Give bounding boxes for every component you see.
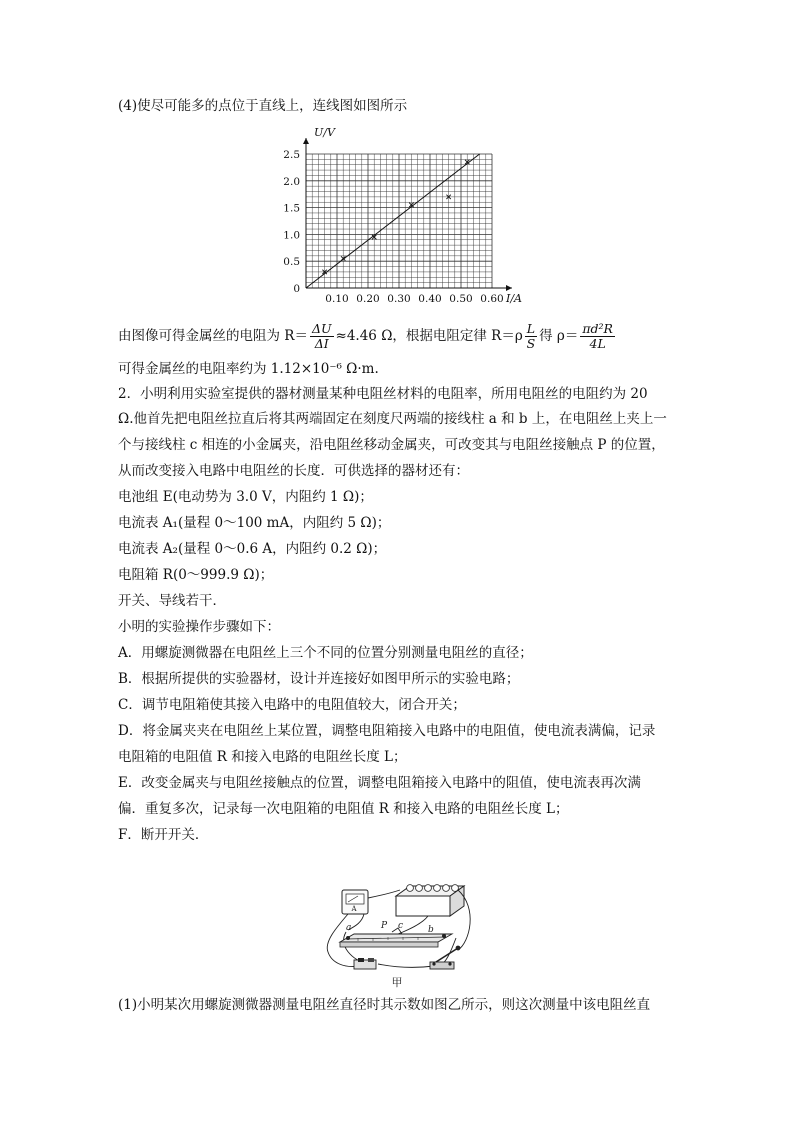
u-i-chart (270, 118, 520, 310)
figure-caption: 甲 (391, 976, 403, 989)
x-axis-label: I/A (506, 292, 522, 305)
resistivity-line: 可得金属丝的电阻率约为 1.12×10⁻⁶ Ω·m. (118, 361, 379, 377)
p2-line-2: 个与接线柱 c 相连的小金属夹，沿电阻丝移动金属夹，可改变其与电阻丝接触点 P 的位置， (118, 437, 665, 453)
p2-line-16: 偏．重复多次，记录每一次电阻箱的电阻值 R 和接入电路的电阻丝长度 L； (118, 801, 569, 817)
resistance-box (396, 885, 464, 916)
y-tick-label: 1.5 (283, 202, 300, 215)
label-b: b (428, 925, 434, 935)
switch (430, 946, 460, 969)
resistance-line (118, 322, 617, 351)
y-tick-label: 2.0 (283, 175, 300, 188)
rho-den: 4L (589, 336, 606, 351)
x-tick-label: 0.50 (449, 293, 473, 305)
law-num: L (526, 321, 536, 336)
p2-line-15: E．改变金属夹与电阻丝接触点的位置，调整电阻箱接入电路中的阻值，使电流表再次满 (118, 775, 641, 791)
ammeter-label: A (351, 905, 357, 913)
p2-line-17: F．断开开关． (118, 827, 209, 843)
question-1: (1)小明某次用螺旋测微器测量电阻丝直径时其示数如图乙所示，则这次测量中该电阻丝直 (118, 997, 651, 1013)
meter-rule (340, 928, 452, 947)
p2-line-5: 电流表 A₁(量程 0～100 mA，内阻约 5 Ω)； (118, 515, 391, 531)
chart-grid (306, 154, 492, 288)
p2-line-10: A．用螺旋测微器在电阻丝上三个不同的位置分别测量电阻丝的直径； (118, 645, 533, 661)
chart-axes (303, 138, 512, 291)
p2-line-4: 电池组 E(电动势为 3.0 V，内阻约 1 Ω)； (118, 489, 373, 505)
resistance-prefix: 由图像可得金属丝的电阻为 R＝ (118, 328, 308, 344)
x-tick-label: 0.10 (325, 293, 349, 305)
label-p: P (381, 921, 388, 931)
p2-line-14: 电阻箱的电阻值 R 和接入电路的电阻丝长度 L； (118, 749, 407, 765)
ammeter (342, 890, 368, 914)
x-tick-label: 0.20 (356, 293, 380, 305)
delta-u: ΔU (311, 321, 332, 336)
y-tick-label: 0.5 (283, 256, 300, 269)
x-tick-label: 0.60 (480, 293, 504, 305)
law-den: S (526, 336, 536, 351)
label-c: c (398, 921, 404, 931)
y-tick-label: 1.0 (283, 229, 300, 242)
resistance-value: ≈4.46 Ω，根据电阻定律 R＝ρ (335, 328, 523, 344)
p2-line-7: 电阻箱 R(0～999.9 Ω)； (118, 567, 274, 583)
p2-line-11: B．根据所提供的实验器材，设计并连接好如图甲所示的实验电路； (118, 671, 520, 687)
x-tick-label: 0.30 (387, 293, 411, 305)
x-axis-arrow (506, 285, 512, 291)
p2-line-12: C．调节电阻箱使其接入电路中的电阻值较大，闭合开关； (118, 697, 466, 713)
law-mid: 得 ρ＝ (539, 328, 579, 344)
rho-num: πd²R (582, 321, 613, 336)
delta-fraction (310, 322, 334, 351)
y-axis-label: U/V (314, 126, 335, 139)
p2-line-3: 从而改变接入电路中电阻丝的长度．可供选择的器材还有： (118, 463, 469, 479)
x-tick-label: 0.40 (418, 293, 442, 305)
p2-line-0: 2．小明利用实验室提供的器材测量某种电阻丝材料的电阻率，所用电阻丝的电阻约为 20 (118, 386, 648, 402)
y-tick-label: 2.5 (283, 149, 300, 161)
p2-line-8: 开关、导线若干． (118, 593, 226, 609)
p2-line-13: D．将金属夹夹在电阻丝上某位置，调整电阻箱接入电路中的电阻值，使电流表满偏，记录 (118, 723, 656, 739)
p2-line-1: Ω.他首先把电阻丝拉直后将其两端固定在刻度尺两端的接线柱 a 和 b 上，在电阻丝上夹上一 (118, 411, 667, 427)
y-axis-arrow (303, 138, 309, 144)
part4-intro: (4)使尽可能多的点位于直线上，连线图如图所示 (118, 98, 408, 114)
p2-line-6: 电流表 A₂(量程 0～0.6 A，内阻约 0.2 Ω)； (118, 541, 387, 557)
origin-label: 0 (293, 283, 300, 295)
circuit-figure (318, 868, 476, 990)
label-a: a (346, 923, 352, 933)
delta-i: ΔI (314, 336, 329, 351)
rho-fraction (580, 322, 615, 351)
p2-line-9: 小明的实验操作步骤如下： (118, 619, 280, 635)
law-fraction (525, 322, 537, 351)
battery (354, 958, 376, 969)
